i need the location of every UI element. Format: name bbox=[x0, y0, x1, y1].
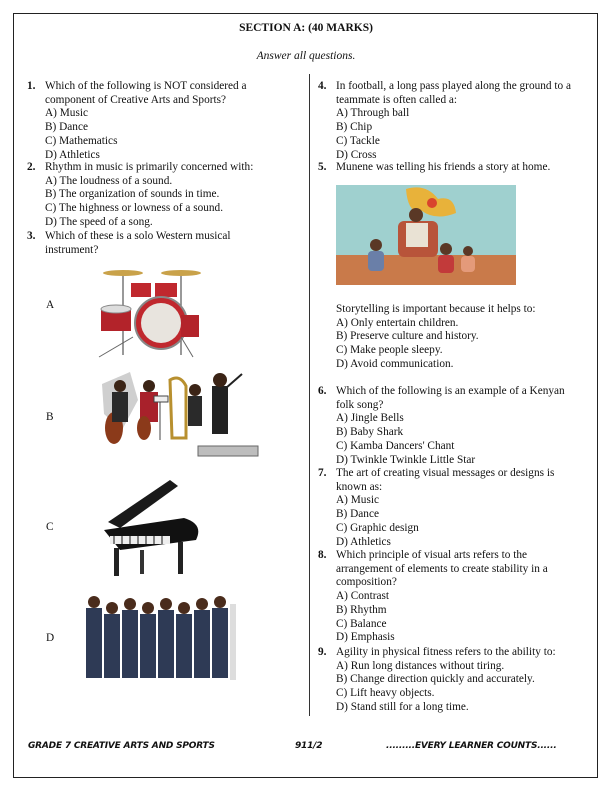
option-d[interactable]: D) Emphasis bbox=[336, 631, 395, 644]
question-text: folk song? bbox=[336, 398, 384, 411]
question-number: 5. bbox=[318, 161, 327, 173]
option-b[interactable]: B) Change direction quickly and accurately. bbox=[336, 673, 535, 686]
question-text: The art of creating visual messages or designs is bbox=[336, 467, 555, 479]
choir-image[interactable] bbox=[82, 588, 238, 688]
option-b[interactable]: B) Rhythm bbox=[336, 603, 387, 616]
option-c[interactable]: C) Lift heavy objects. bbox=[336, 687, 435, 700]
option-d[interactable]: D) The speed of a song. bbox=[45, 215, 153, 228]
question-5 bbox=[318, 161, 603, 177]
option-b[interactable]: B) Preserve culture and history. bbox=[336, 330, 479, 343]
option-d[interactable]: D) Athletics bbox=[45, 148, 100, 161]
drum-kit-image[interactable] bbox=[93, 265, 208, 361]
footer-motto: .........EVERY LEARNER COUNTS...... bbox=[386, 741, 557, 751]
question-text: instrument? bbox=[45, 243, 99, 256]
question-number: 7. bbox=[318, 467, 327, 479]
question-text: In football, a long pass played along the ground to a bbox=[336, 80, 571, 92]
question-text: arrangement of elements to create stability in a bbox=[336, 562, 548, 575]
option-b[interactable]: B) The organization of sounds in time. bbox=[45, 188, 220, 201]
question-number: 8. bbox=[318, 549, 327, 561]
question-7 bbox=[318, 467, 603, 551]
option-c-label[interactable]: C bbox=[46, 521, 54, 533]
option-a[interactable]: A) Only entertain children. bbox=[336, 316, 459, 329]
section-title: SECTION A: (40 MARKS) bbox=[239, 22, 373, 34]
question-number: 6. bbox=[318, 385, 327, 397]
option-b[interactable]: B) Baby Shark bbox=[336, 426, 404, 439]
option-d[interactable]: D) Stand still for a long time. bbox=[336, 700, 469, 713]
option-c[interactable]: C) The highness or lowness of a sound. bbox=[45, 202, 224, 215]
question-8 bbox=[318, 549, 603, 647]
option-c[interactable]: C) Mathematics bbox=[45, 134, 118, 147]
question-number: 3. bbox=[27, 230, 36, 242]
question-5-stem bbox=[318, 303, 603, 373]
option-a[interactable]: A) The loudness of a sound. bbox=[45, 174, 173, 187]
option-b[interactable]: B) Dance bbox=[45, 121, 88, 134]
option-c[interactable]: C) Balance bbox=[336, 617, 387, 630]
question-text: composition? bbox=[336, 576, 397, 589]
question-text: Which of the following is an example of a Kenyan bbox=[336, 385, 565, 397]
option-a-label[interactable]: A bbox=[46, 299, 55, 311]
option-a[interactable]: A) Contrast bbox=[336, 590, 390, 603]
option-c[interactable]: C) Tackle bbox=[336, 134, 380, 147]
question-text: Storytelling is important because it helps to: bbox=[336, 303, 536, 315]
column-divider bbox=[309, 74, 310, 716]
question-4 bbox=[318, 80, 603, 170]
option-a[interactable]: A) Through ball bbox=[336, 107, 410, 120]
option-d[interactable]: D) Twinkle Twinkle Little Star bbox=[336, 453, 476, 466]
question-text: component of Creative Arts and Sports? bbox=[45, 93, 227, 106]
option-b[interactable]: B) Dance bbox=[336, 508, 379, 521]
option-a[interactable]: A) Music bbox=[45, 107, 88, 120]
question-number: 2. bbox=[27, 161, 36, 173]
question-text: Which of the following is NOT considered a bbox=[45, 80, 247, 92]
question-number: 1. bbox=[27, 80, 36, 92]
question-text: Which of these is a solo Western musical bbox=[45, 230, 231, 242]
question-number: 9. bbox=[318, 646, 327, 658]
question-number: 4. bbox=[318, 80, 327, 92]
option-d[interactable]: D) Athletics bbox=[336, 535, 391, 548]
option-d-label[interactable]: D bbox=[46, 632, 55, 644]
question-text: teammate is often called a: bbox=[336, 93, 458, 106]
storytelling-image[interactable] bbox=[336, 185, 516, 285]
question-1 bbox=[27, 80, 307, 170]
option-a[interactable]: A) Music bbox=[336, 494, 379, 507]
option-c[interactable]: C) Kamba Dancers' Chant bbox=[336, 439, 455, 452]
question-3 bbox=[27, 230, 307, 260]
question-text: Agility in physical fitness refers to the ability to: bbox=[336, 646, 556, 658]
instruction: Answer all questions. bbox=[256, 50, 356, 62]
question-text: Which principle of visual arts refers to the bbox=[336, 549, 528, 561]
option-b-label[interactable]: B bbox=[46, 411, 54, 423]
question-text: Munene was telling his friends a story at home. bbox=[336, 161, 551, 173]
orchestra-image[interactable] bbox=[100, 370, 265, 460]
footer-code: 911/2 bbox=[295, 741, 323, 751]
footer-subject: GRADE 7 CREATIVE ARTS AND SPORTS bbox=[28, 741, 215, 751]
option-c[interactable]: C) Graphic design bbox=[336, 521, 419, 534]
question-9 bbox=[318, 646, 603, 718]
question-text: Rhythm in music is primarily concerned with: bbox=[45, 161, 254, 173]
option-a[interactable]: A) Jingle Bells bbox=[336, 412, 404, 425]
option-b[interactable]: B) Chip bbox=[336, 121, 373, 134]
option-d[interactable]: D) Cross bbox=[336, 148, 377, 161]
grand-piano-image[interactable] bbox=[100, 478, 204, 580]
option-a[interactable]: A) Run long distances without tiring. bbox=[336, 659, 505, 672]
question-2 bbox=[27, 161, 307, 233]
option-c[interactable]: C) Make people sleepy. bbox=[336, 344, 443, 357]
question-6 bbox=[318, 385, 603, 469]
option-d[interactable]: D) Avoid communication. bbox=[336, 357, 454, 370]
question-text: known as: bbox=[336, 480, 383, 493]
